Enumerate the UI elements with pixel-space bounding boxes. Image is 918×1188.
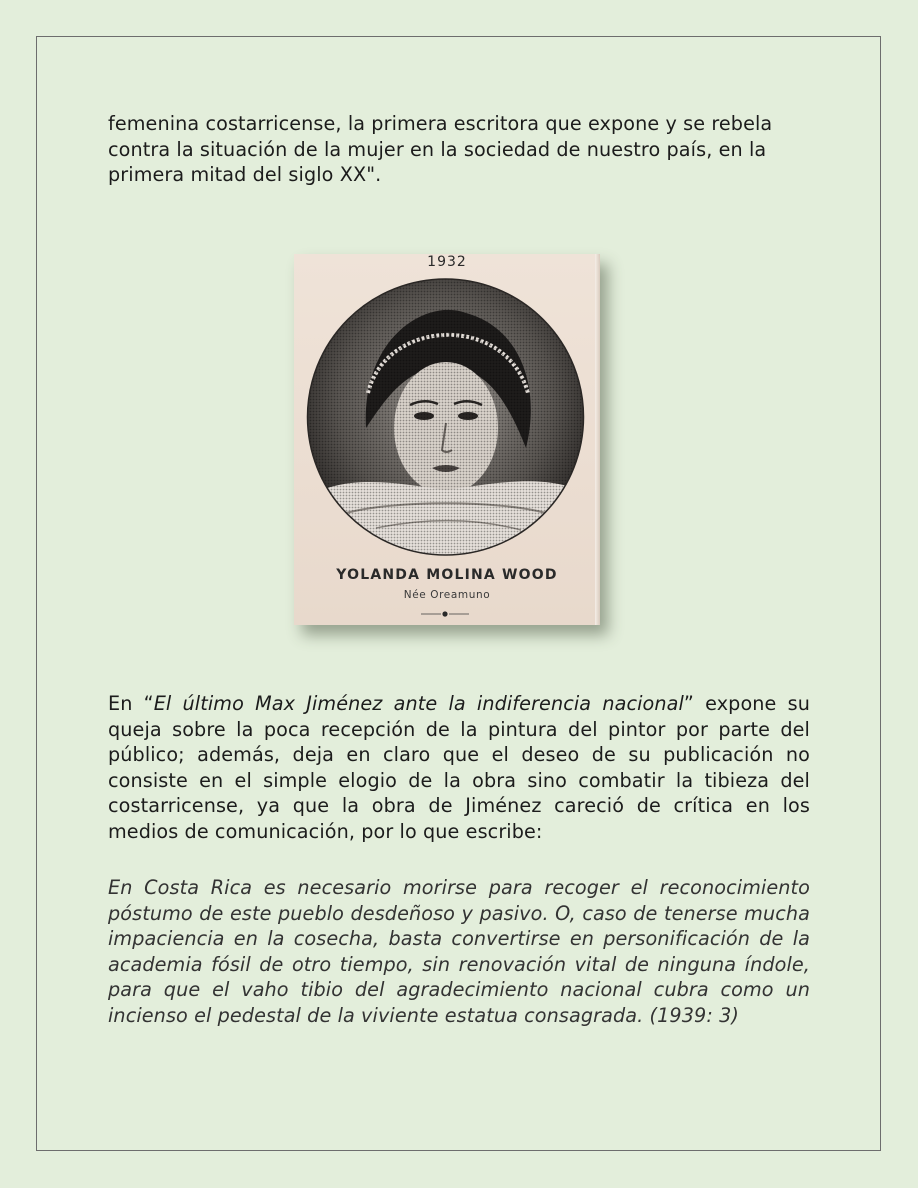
- article-title: El último Max Jiménez ante la indiferencia nacional: [153, 692, 684, 715]
- portrait-card: [294, 254, 600, 625]
- card-year: 1932: [427, 254, 467, 270]
- paragraph-intro: femenina costarricense, la primera escritora que expone y se rebela contra la situación de la mujer en la sociedad de nuestro país, en la primera mitad del siglo XX".: [108, 112, 773, 186]
- card-subtitle: Née Oreamuno: [403, 589, 491, 601]
- paragraph-max-jimenez: [108, 691, 810, 844]
- quote-text: En Costa Rica es necesario morirse para recoger el reconocimiento póstumo de este pueblo desdeñoso y pasivo. O, caso de tenerse mucha impaciencia en la cosecha, basta convertirse en personificación de la academia fósil de otro tiempo, sin renovación vital de ninguna índole, para que el vaho tibio del agradecimiento nacional cubra como un incienso el pedestal de la viviente estatua consagrada.: [108, 876, 810, 1027]
- card-name: YOLANDA MOLINA WOOD: [336, 567, 558, 583]
- portrait-photo: [306, 278, 585, 556]
- ornament-divider-icon: [421, 610, 469, 618]
- paragraph-prefix: En “: [108, 692, 154, 715]
- block-quote: [108, 875, 810, 1028]
- quote-citation: (1939: 3): [643, 1003, 739, 1027]
- paragraph-body: ” expone su queja sobre la poca recepción de la pintura del pintor por parte del público; además, deja en claro que el deseo de su publicación no consiste en el simple elogio de la obra sino combatir la tibieza del costarricense, ya que la obra de Jiménez careció de crítica en los medios de comunicación, por lo que escribe:: [108, 692, 810, 843]
